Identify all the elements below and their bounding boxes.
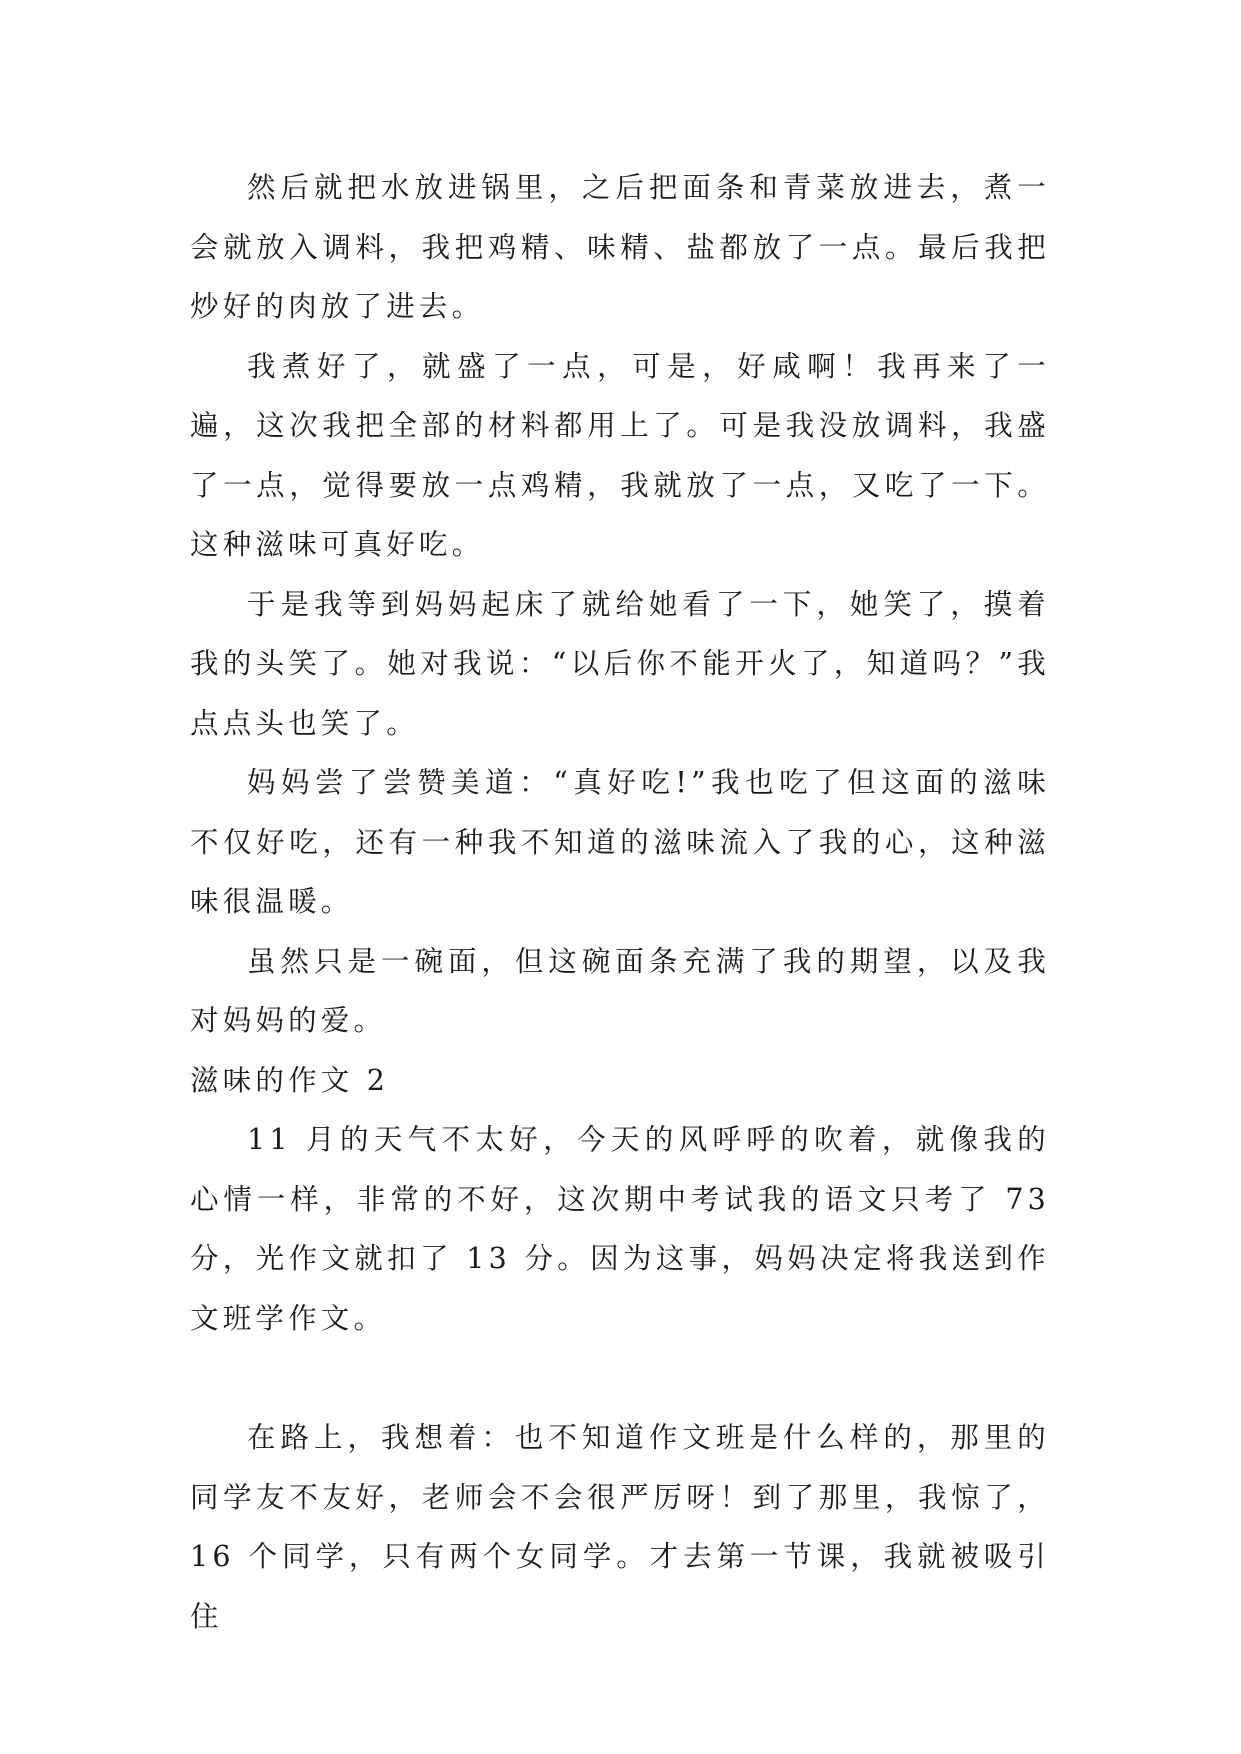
paragraph-mom-tastes: 妈妈尝了尝赞美道：“真好吃!”我也吃了但这面的滋味不仅好吃，还有一种我不知道的滋味流入了我的心，这种滋味很温暖。 [190, 766, 1050, 918]
paragraph-bowl-of-noodles: 虽然只是一碗面，但这碗面条充满了我的期望，以及我对妈妈的爱。 [190, 944, 1050, 1037]
paragraph-cooking-noodles: 然后就把水放进锅里，之后把面条和青菜放进去，煮一会就放入调料，我把鸡精、味精、盐都放了一点。最后我把炒好的肉放了进去。 [190, 171, 1050, 323]
paragraph-too-salty: 我煮好了，就盛了一点，可是，好咸啊！我再来了一遍，这次我把全部的材料都用上了。可是我没放调料，我盛了一点，觉得要放一点鸡精，我就放了一点，又吃了一下。这种滋味可真好吃。 [190, 349, 1050, 561]
essay-heading: 滋味的作文 2 [190, 1063, 390, 1097]
paragraph-on-the-road: 在路上，我想着：也不知道作文班是什么样的，那里的同学友不友好，老师会不会很严厉呀！到了那里，我惊了，16 个同学，只有两个女同学。才去第一节课，我就被吸引住 [190, 1421, 1050, 1633]
paragraph-mom-wakes-up: 于是我等到妈妈起床了就给她看了一下，她笑了，摸着我的头笑了。她对我说：“以后你不能开火了，知道吗？”我点点头也笑了。 [190, 587, 1050, 740]
document-body [190, 158, 1050, 1646]
paragraph-gap [190, 1348, 1050, 1408]
paragraph-november-weather: 11 月的天气不太好，今天的风呼呼的吹着，就像我的心情一样，非常的不好，这次期中考试我的语文只考了 73 分，光作文就扣了 13 分。因为这事，妈妈决定将我送到作文班学作文。 [190, 1123, 1050, 1335]
